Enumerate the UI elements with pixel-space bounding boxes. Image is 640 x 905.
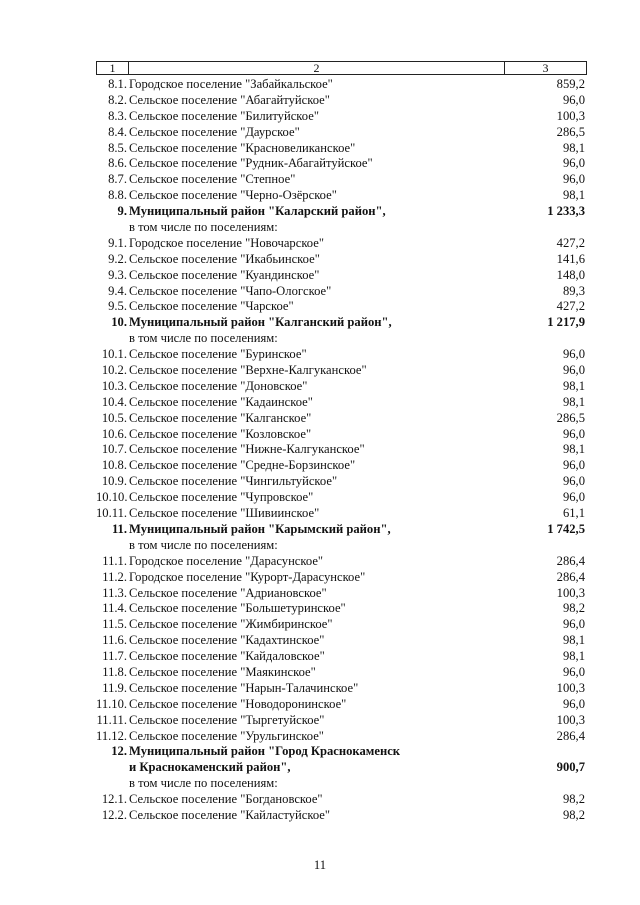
table-row — [96, 570, 587, 586]
row-number: 10.10. — [96, 490, 128, 505]
table-row — [96, 125, 587, 141]
row-value: 100,3 — [556, 712, 585, 727]
table-row — [96, 141, 587, 157]
row-name: Сельское поселение "Кадахтинское" — [129, 633, 325, 648]
row-number: 9. — [117, 204, 127, 219]
row-name: Муниципальный район "Карымский район", — [129, 521, 391, 536]
table-row — [96, 760, 587, 776]
table-row — [96, 93, 587, 109]
row-name: Сельское поселение "Верхне-Калгуканское" — [129, 363, 367, 378]
row-number: 10. — [111, 315, 127, 330]
table-row — [96, 299, 587, 315]
row-number: 10.7. — [101, 442, 127, 457]
row-number: 11.2. — [102, 569, 127, 584]
table-header — [96, 61, 587, 75]
row-name: Сельское поселение "Жимбиринское" — [129, 617, 333, 632]
row-number: 10.2. — [101, 363, 127, 378]
row-value: 100,3 — [556, 585, 585, 600]
table-row — [96, 442, 587, 458]
row-value: 98,2 — [562, 792, 585, 807]
row-name: Сельское поселение "Кайдаловское" — [129, 649, 325, 664]
row-number: 11.5. — [102, 617, 127, 632]
row-name: Сельское поселение "Доновское" — [129, 378, 308, 393]
row-value: 1 217,9 — [547, 315, 585, 330]
row-name: Муниципальный район "Город Краснокаменск — [129, 744, 401, 759]
table-row — [96, 156, 587, 172]
row-number: 8.1. — [108, 77, 127, 91]
row-name: в том числе по поселениям: — [129, 776, 278, 791]
row-name: Городское поселение "Новочарское" — [129, 235, 324, 250]
table-row — [96, 77, 587, 93]
row-value: 100,3 — [556, 108, 585, 123]
table-row — [96, 284, 587, 300]
row-value: 1 742,5 — [547, 521, 585, 536]
table-row — [96, 792, 587, 808]
table-row — [96, 633, 587, 649]
row-value: 96,0 — [562, 172, 585, 187]
row-value: 286,4 — [556, 569, 585, 584]
row-number: 10.9. — [101, 474, 127, 489]
table-row — [96, 776, 587, 792]
row-name: Сельское поселение "Абагайтуйское" — [129, 92, 330, 107]
table-row — [96, 649, 587, 665]
row-number: 9.1. — [108, 235, 127, 250]
row-number: 10.8. — [101, 458, 127, 473]
row-number: 9.2. — [108, 251, 127, 266]
row-name: Сельское поселение "Средне-Борзинское" — [129, 458, 356, 473]
row-value: 96,0 — [562, 92, 585, 107]
table-row — [96, 474, 587, 490]
row-name: Сельское поселение "Чингильтуйское" — [129, 474, 338, 489]
row-number: 11.10. — [96, 696, 128, 711]
row-value: 89,3 — [562, 283, 585, 298]
row-name: Городское поселение "Курорт-Дарасунское" — [129, 569, 366, 584]
table-row — [96, 617, 587, 633]
table-row — [96, 395, 587, 411]
row-number: 12. — [111, 744, 127, 759]
row-value: 98,1 — [562, 140, 585, 155]
row-number: 11.12. — [96, 728, 128, 743]
row-value: 96,0 — [562, 156, 585, 171]
row-number: 11.3. — [102, 585, 127, 600]
table-row — [96, 347, 587, 363]
row-value: 141,6 — [556, 251, 585, 266]
row-name: Сельское поселение "Адриановское" — [129, 585, 327, 600]
page-number: 11 — [313, 858, 327, 872]
row-number: 11.4. — [102, 601, 127, 616]
table-row — [96, 331, 587, 347]
row-number: 10.3. — [101, 378, 127, 393]
row-name: Городское поселение "Забайкальское" — [129, 77, 333, 91]
table-row — [96, 363, 587, 379]
table-row — [96, 490, 587, 506]
table-row — [96, 109, 587, 125]
row-name: Муниципальный район "Каларский район", — [129, 204, 386, 219]
row-value: 96,0 — [562, 474, 585, 489]
row-value: 100,3 — [556, 680, 585, 695]
row-value: 96,0 — [562, 664, 585, 679]
row-name: Городское поселение "Дарасунское" — [129, 553, 324, 568]
row-number: 8.7. — [108, 172, 127, 187]
row-number: 10.1. — [101, 347, 127, 362]
row-number: 11. — [111, 521, 127, 536]
row-number: 8.3. — [108, 108, 127, 123]
row-number: 9.5. — [108, 299, 127, 314]
row-number: 10.5. — [101, 410, 127, 425]
table-row — [96, 681, 587, 697]
row-value: 61,1 — [562, 506, 585, 521]
row-value: 98,1 — [562, 188, 585, 203]
row-number: 11.8. — [102, 664, 127, 679]
row-name: Сельское поселение "Новодоронинское" — [129, 696, 347, 711]
row-number: 12.1. — [101, 792, 127, 807]
row-name: Сельское поселение "Красновеликанское" — [129, 140, 356, 155]
row-name: Сельское поселение "Нижне-Калгуканское" — [129, 442, 365, 457]
table-row — [96, 665, 587, 681]
row-value: 98,1 — [562, 442, 585, 457]
row-number: 9.3. — [108, 267, 127, 282]
row-name: Сельское поселение "Икабьинское" — [129, 251, 320, 266]
table-row — [96, 554, 587, 570]
row-name: Сельское поселение "Тыргетуйское" — [129, 712, 325, 727]
row-value: 96,0 — [562, 363, 585, 378]
row-name: Сельское поселение "Куандинское" — [129, 267, 320, 282]
row-value: 98,2 — [562, 807, 585, 822]
table-row — [96, 268, 587, 284]
row-number: 8.8. — [108, 188, 127, 203]
row-value: 96,0 — [562, 426, 585, 441]
table-row — [96, 729, 587, 745]
row-name: Сельское поселение "Богдановское" — [129, 792, 323, 807]
row-name: Сельское поселение "Чупровское" — [129, 490, 314, 505]
row-number: 8.2. — [108, 92, 127, 107]
table-row — [96, 379, 587, 395]
row-value: 286,4 — [556, 728, 585, 743]
table-row — [96, 220, 587, 236]
row-name: Сельское поселение "Чарское" — [129, 299, 294, 314]
row-number: 11.6. — [102, 633, 127, 648]
row-number: 11.9. — [102, 680, 127, 695]
header-col-3: 3 — [542, 61, 549, 75]
row-value: 286,5 — [556, 124, 585, 139]
table-row — [96, 713, 587, 729]
row-number: 11.11. — [96, 712, 127, 727]
row-number: 10.11. — [96, 506, 128, 521]
table-row — [96, 315, 587, 331]
row-name: в том числе по поселениям: — [129, 331, 278, 346]
row-name: Сельское поселение "Маякинское" — [129, 664, 316, 679]
row-number: 11.1. — [102, 553, 127, 568]
table-body — [96, 77, 587, 824]
row-number: 8.5. — [108, 140, 127, 155]
row-number: 10.6. — [101, 426, 127, 441]
row-number: 8.6. — [108, 156, 127, 171]
row-value: 286,5 — [556, 410, 585, 425]
table-row — [96, 236, 587, 252]
row-name: Муниципальный район "Калганский район", — [129, 315, 392, 330]
row-name: Сельское поселение "Билитуйское" — [129, 108, 319, 123]
row-number: 10.4. — [101, 394, 127, 409]
table-row — [96, 506, 587, 522]
row-name: Сельское поселение "Кадаинское" — [129, 394, 313, 409]
table-row — [96, 204, 587, 220]
table-row — [96, 744, 587, 760]
row-value: 427,2 — [556, 299, 585, 314]
header-col-1: 1 — [97, 62, 129, 74]
row-name: Сельское поселение "Урульгинское" — [129, 728, 324, 743]
table-row — [96, 538, 587, 554]
row-value: 96,0 — [562, 696, 585, 711]
row-number: 11.7. — [102, 649, 127, 664]
row-name: Сельское поселение "Большетуринское" — [129, 601, 346, 616]
row-value: 96,0 — [562, 458, 585, 473]
row-value: 286,4 — [556, 553, 585, 568]
table-row — [96, 411, 587, 427]
table-row — [96, 697, 587, 713]
row-value: 900,7 — [556, 760, 585, 775]
row-name: Сельское поселение "Калганское" — [129, 410, 312, 425]
row-name: Сельское поселение "Чапо-Ологское" — [129, 283, 332, 298]
row-value: 98,1 — [562, 378, 585, 393]
table-row — [96, 427, 587, 443]
table-row — [96, 601, 587, 617]
table-row — [96, 458, 587, 474]
row-name: в том числе по поселениям: — [129, 537, 278, 552]
row-value: 98,2 — [562, 601, 585, 616]
row-value: 98,1 — [562, 649, 585, 664]
table-row — [96, 172, 587, 188]
row-value: 859,2 — [556, 77, 585, 91]
table-row — [96, 522, 587, 538]
row-name: Сельское поселение "Степное" — [129, 172, 296, 187]
row-name: Сельское поселение "Козловское" — [129, 426, 312, 441]
row-name: в том числе по поселениям: — [129, 220, 278, 235]
row-value: 98,1 — [562, 394, 585, 409]
row-name: Сельское поселение "Кайластуйское" — [129, 807, 330, 822]
table-row — [96, 808, 587, 824]
row-value: 96,0 — [562, 347, 585, 362]
header-col-2: 2 — [129, 62, 505, 74]
row-name: Сельское поселение "Рудник-Абагайтуйское" — [129, 156, 373, 171]
table-row — [96, 188, 587, 204]
table-row — [96, 252, 587, 268]
row-name: Сельское поселение "Нарын-Талачинское" — [129, 680, 359, 695]
row-value: 148,0 — [556, 267, 585, 282]
row-number: 8.4. — [108, 124, 127, 139]
row-value: 96,0 — [562, 490, 585, 505]
row-value: 98,1 — [562, 633, 585, 648]
row-value: 96,0 — [562, 617, 585, 632]
row-name: Сельское поселение "Шивиинское" — [129, 506, 320, 521]
row-name: Сельское поселение "Даурское" — [129, 124, 300, 139]
row-name: Сельское поселение "Буринское" — [129, 347, 307, 362]
row-number: 12.2. — [101, 807, 127, 822]
row-value: 427,2 — [556, 235, 585, 250]
row-name: Сельское поселение "Черно-Озёрское" — [129, 188, 337, 203]
row-name: и Краснокаменский район", — [129, 760, 291, 775]
row-number: 9.4. — [108, 283, 127, 298]
table-row — [96, 586, 587, 602]
row-value: 1 233,3 — [547, 204, 585, 219]
